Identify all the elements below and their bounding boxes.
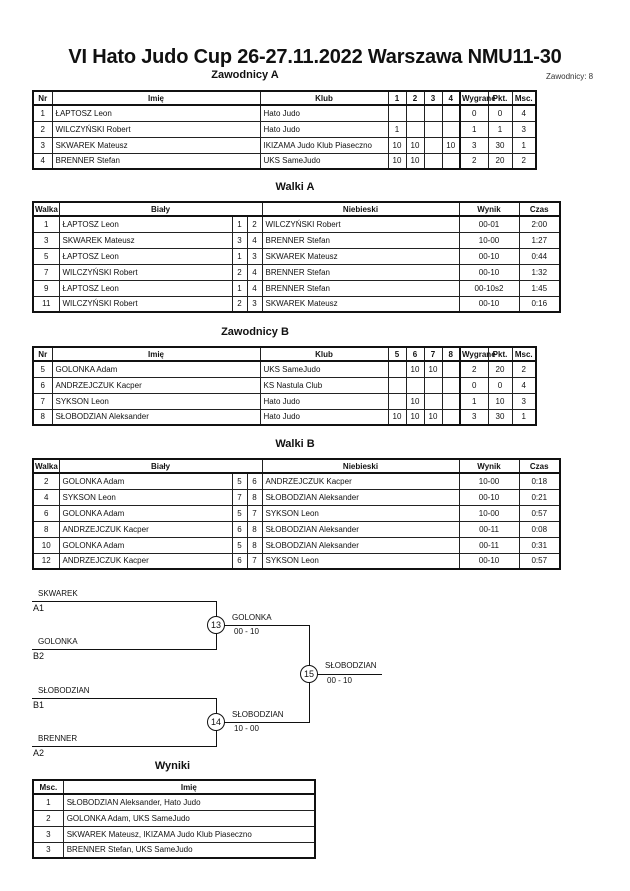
- cell-r2: 10: [406, 153, 424, 169]
- cell-czas: 0:44: [519, 248, 560, 264]
- cell-niebieski: SYKSON Leon: [262, 505, 459, 521]
- col-round-5: 5: [388, 347, 406, 361]
- cell-imie: GOLONKA Adam, UKS SameJudo: [63, 810, 315, 826]
- col-imie: Imię: [52, 91, 260, 105]
- table-row: [33, 216, 560, 232]
- cell-r2: [406, 121, 424, 137]
- cell-wynik: 00-10: [459, 296, 519, 312]
- cell-wynik: 00-10: [459, 248, 519, 264]
- cell-r1: 10: [388, 153, 406, 169]
- cell-klub: Hato Judo: [260, 121, 388, 137]
- cell-wygrane: 2: [460, 153, 488, 169]
- col-round-1: 1: [388, 91, 406, 105]
- cell-r2: [406, 377, 424, 393]
- cell-bialy: ANDRZEJCZUK Kacper: [59, 553, 232, 569]
- bracket-slot-1-seed: A1: [33, 603, 45, 613]
- fight-14-winner: SŁOBODZIAN: [232, 710, 284, 719]
- cell-niebieski-nr: 2: [247, 216, 262, 232]
- table-row: [33, 264, 560, 280]
- col-wynik: Wynik: [459, 202, 519, 216]
- cell-r1: [388, 393, 406, 409]
- col-pkt: Pkt.: [488, 91, 512, 105]
- cell-czas: 0:57: [519, 505, 560, 521]
- cell-r4: [442, 377, 460, 393]
- cell-wynik: 10-00: [459, 473, 519, 489]
- cell-czas: 0:08: [519, 521, 560, 537]
- cell-bialy: WILCZYŃSKI Robert: [59, 264, 232, 280]
- cell-r1: [388, 361, 406, 377]
- bracket-slot-2-name: GOLONKA: [38, 637, 78, 646]
- cell-wynik: 10-00: [459, 232, 519, 248]
- cell-r1: 1: [388, 121, 406, 137]
- cell-walka: 12: [33, 553, 59, 569]
- cell-r4: [442, 361, 460, 377]
- cell-imie: SKWAREK Mateusz, IKIZAMA Judo Klub Piaseczno: [63, 826, 315, 842]
- table-row: [33, 537, 560, 553]
- cell-niebieski-nr: 7: [247, 505, 262, 521]
- cell-czas: 2:00: [519, 216, 560, 232]
- cell-wynik: 00-01: [459, 216, 519, 232]
- cell-bialy: ANDRZEJCZUK Kacper: [59, 521, 232, 537]
- cell-niebieski: SŁOBODZIAN Aleksander: [262, 521, 459, 537]
- cell-klub: IKIZAMA Judo Klub Piaseczno: [260, 137, 388, 153]
- col-nr: Nr: [33, 91, 52, 105]
- cell-bialy: GOLONKA Adam: [59, 537, 232, 553]
- cell-r4: [442, 121, 460, 137]
- col-walka: Walka: [33, 459, 59, 473]
- cell-bialy-nr: 1: [232, 216, 247, 232]
- cell-bialy-nr: 3: [232, 232, 247, 248]
- cell-czas: 1:27: [519, 232, 560, 248]
- cell-wygrane: 0: [460, 105, 488, 121]
- cell-r4: [442, 409, 460, 425]
- cell-r3: [424, 137, 442, 153]
- cell-msc: 3: [512, 393, 536, 409]
- bracket-slot-3-name: SŁOBODZIAN: [38, 686, 90, 695]
- col-walka: Walka: [33, 202, 59, 216]
- cell-bialy-nr: 5: [232, 537, 247, 553]
- cell-czas: 0:18: [519, 473, 560, 489]
- cell-bialy-nr: 2: [232, 296, 247, 312]
- col-niebieski: Niebieski: [262, 459, 459, 473]
- table-row: [33, 105, 536, 121]
- cell-imie: SŁOBODZIAN Aleksander: [52, 409, 260, 425]
- pool-b-table: [32, 346, 537, 426]
- bracket-slot-1-name: SKWAREK: [38, 589, 78, 598]
- cell-r2: [406, 105, 424, 121]
- col-pkt: Pkt.: [488, 347, 512, 361]
- cell-r3: [424, 393, 442, 409]
- cell-nr: 3: [33, 137, 52, 153]
- table-row: [33, 232, 560, 248]
- cell-walka: 10: [33, 537, 59, 553]
- cell-niebieski: SKWAREK Mateusz: [262, 248, 459, 264]
- bracket-line: [32, 601, 217, 602]
- cell-bialy-nr: 1: [232, 248, 247, 264]
- cell-niebieski-nr: 4: [247, 232, 262, 248]
- bracket-line: [216, 625, 310, 626]
- cell-bialy-nr: 5: [232, 473, 247, 489]
- cell-walka: 8: [33, 521, 59, 537]
- cell-bialy-nr: 7: [232, 489, 247, 505]
- cell-walka: 9: [33, 280, 59, 296]
- bracket-line: [32, 746, 217, 747]
- cell-pkt: 30: [488, 409, 512, 425]
- pool-b-header-row: [33, 347, 536, 361]
- cell-klub: Hato Judo: [260, 393, 388, 409]
- col-wynik: Wynik: [459, 459, 519, 473]
- col-bialy: Biały: [59, 202, 262, 216]
- cell-bialy-nr: 6: [232, 553, 247, 569]
- page-title: VI Hato Judo Cup 26-27.11.2022 Warszawa NMU11-30: [68, 46, 562, 68]
- cell-niebieski-nr: 3: [247, 248, 262, 264]
- bracket-slot-4-name: BRENNER: [38, 734, 78, 743]
- cell-msc: 1: [512, 137, 536, 153]
- cell-msc: 3: [33, 826, 63, 842]
- table-row: [33, 489, 560, 505]
- cell-imie: SŁOBODZIAN Aleksander, Hato Judo: [63, 794, 315, 810]
- col-round-3: 3: [424, 91, 442, 105]
- cell-niebieski-nr: 8: [247, 537, 262, 553]
- cell-niebieski: BRENNER Stefan: [262, 232, 459, 248]
- fight-14-number: 14: [207, 713, 225, 731]
- cell-bialy-nr: 2: [232, 264, 247, 280]
- table-row: [33, 393, 536, 409]
- cell-bialy: ŁAPTOSZ Leon: [59, 280, 232, 296]
- cell-nr: 1: [33, 105, 52, 121]
- table-row: [33, 842, 315, 858]
- fight-15-score: 00 - 10: [327, 676, 352, 685]
- bracket-slot-2-seed: B2: [33, 651, 45, 661]
- cell-r3: [424, 377, 442, 393]
- wyniki-title: Wyniki: [154, 760, 191, 772]
- fight-15-number: 15: [300, 665, 318, 683]
- table-row: [33, 377, 536, 393]
- cell-wynik: 00-11: [459, 537, 519, 553]
- cell-pkt: 20: [488, 361, 512, 377]
- table-row: [33, 409, 536, 425]
- table-row: [33, 505, 560, 521]
- walki-a-header-row: [33, 202, 560, 216]
- cell-bialy-nr: 1: [232, 280, 247, 296]
- col-klub: Klub: [260, 347, 388, 361]
- cell-bialy-nr: 5: [232, 505, 247, 521]
- table-row: [33, 121, 536, 137]
- cell-walka: 4: [33, 489, 59, 505]
- cell-czas: 0:57: [519, 553, 560, 569]
- cell-wynik: 00-10s2: [459, 280, 519, 296]
- cell-wygrane: 3: [460, 137, 488, 153]
- cell-wynik: 00-11: [459, 521, 519, 537]
- cell-bialy: SYKSON Leon: [59, 489, 232, 505]
- cell-nr: 4: [33, 153, 52, 169]
- cell-r4: [442, 105, 460, 121]
- col-wygrane: Wygrane: [460, 347, 488, 361]
- col-msc: Msc.: [512, 347, 536, 361]
- cell-msc: 2: [512, 361, 536, 377]
- table-row: [33, 361, 536, 377]
- col-imie: Imię: [63, 780, 315, 794]
- cell-pkt: 1: [488, 121, 512, 137]
- table-row: [33, 137, 536, 153]
- cell-wynik: 00-10: [459, 553, 519, 569]
- cell-r2: 10: [406, 409, 424, 425]
- cell-klub: UKS SameJudo: [260, 153, 388, 169]
- cell-klub: Hato Judo: [260, 409, 388, 425]
- cell-r2: 10: [406, 393, 424, 409]
- cell-r1: [388, 105, 406, 121]
- cell-wygrane: 3: [460, 409, 488, 425]
- cell-r3: [424, 105, 442, 121]
- cell-niebieski-nr: 6: [247, 473, 262, 489]
- cell-r2: 10: [406, 137, 424, 153]
- cell-klub: UKS SameJudo: [260, 361, 388, 377]
- cell-niebieski-nr: 8: [247, 521, 262, 537]
- bracket-line: [32, 649, 217, 650]
- cell-walka: 1: [33, 216, 59, 232]
- wyniki-table: [32, 779, 316, 859]
- cell-niebieski: BRENNER Stefan: [262, 280, 459, 296]
- cell-bialy-nr: 6: [232, 521, 247, 537]
- cell-czas: 0:31: [519, 537, 560, 553]
- col-wygrane: Wygrane: [460, 91, 488, 105]
- cell-nr: 5: [33, 361, 52, 377]
- cell-walka: 2: [33, 473, 59, 489]
- cell-pkt: 0: [488, 377, 512, 393]
- bracket-slot-3-seed: B1: [33, 700, 45, 710]
- fight-15-winner: SŁOBODZIAN: [325, 661, 377, 670]
- pool-a-title: Zawodnicy A: [211, 69, 279, 81]
- cell-walka: 5: [33, 248, 59, 264]
- cell-r3: 10: [424, 409, 442, 425]
- cell-bialy: GOLONKA Adam: [59, 473, 232, 489]
- cell-walka: 3: [33, 232, 59, 248]
- walki-b-table: [32, 458, 561, 570]
- bracket-line: [216, 722, 310, 723]
- cell-bialy: WILCZYŃSKI Robert: [59, 296, 232, 312]
- cell-niebieski: WILCZYŃSKI Robert: [262, 216, 459, 232]
- cell-niebieski: SŁOBODZIAN Aleksander: [262, 489, 459, 505]
- col-bialy: Biały: [59, 459, 262, 473]
- wyniki-header-row: [33, 780, 315, 794]
- cell-niebieski: SKWAREK Mateusz: [262, 296, 459, 312]
- walki-b-title: Walki B: [275, 438, 315, 450]
- cell-imie: ANDRZEJCZUK Kacper: [52, 377, 260, 393]
- cell-msc: 2: [512, 153, 536, 169]
- fight-13-winner: GOLONKA: [232, 613, 272, 622]
- table-row: [33, 826, 315, 842]
- cell-niebieski: BRENNER Stefan: [262, 264, 459, 280]
- cell-r4: [442, 153, 460, 169]
- cell-msc: 4: [512, 377, 536, 393]
- col-czas: Czas: [519, 202, 560, 216]
- col-msc: Msc.: [512, 91, 536, 105]
- col-msc: Msc.: [33, 780, 63, 794]
- col-imie: Imię: [52, 347, 260, 361]
- cell-wygrane: 2: [460, 361, 488, 377]
- cell-czas: 1:45: [519, 280, 560, 296]
- fight-14-score: 10 - 00: [234, 724, 259, 733]
- col-czas: Czas: [519, 459, 560, 473]
- cell-niebieski-nr: 4: [247, 264, 262, 280]
- cell-wynik: 10-00: [459, 505, 519, 521]
- cell-r4: [442, 393, 460, 409]
- cell-czas: 1:32: [519, 264, 560, 280]
- cell-klub: KS Nastula Club: [260, 377, 388, 393]
- table-row: [33, 810, 315, 826]
- cell-msc: 1: [33, 794, 63, 810]
- cell-nr: 8: [33, 409, 52, 425]
- cell-msc: 4: [512, 105, 536, 121]
- bracket-line: [32, 698, 217, 699]
- cell-niebieski-nr: 8: [247, 489, 262, 505]
- cell-nr: 6: [33, 377, 52, 393]
- cell-walka: 7: [33, 264, 59, 280]
- table-row: [33, 280, 560, 296]
- cell-imie: BRENNER Stefan, UKS SameJudo: [63, 842, 315, 858]
- cell-niebieski: SYKSON Leon: [262, 553, 459, 569]
- cell-r3: [424, 153, 442, 169]
- cell-imie: GOLONKA Adam: [52, 361, 260, 377]
- pool-a-header-row: [33, 91, 536, 105]
- cell-walka: 11: [33, 296, 59, 312]
- competitor-count: Zawodnicy: 8: [546, 72, 594, 81]
- cell-klub: Hato Judo: [260, 105, 388, 121]
- cell-r1: 10: [388, 409, 406, 425]
- cell-wygrane: 1: [460, 121, 488, 137]
- cell-msc: 3: [512, 121, 536, 137]
- cell-walka: 6: [33, 505, 59, 521]
- cell-czas: 0:16: [519, 296, 560, 312]
- col-round-6: 6: [406, 347, 424, 361]
- cell-bialy: ŁAPTOSZ Leon: [59, 216, 232, 232]
- cell-r4: 10: [442, 137, 460, 153]
- bracket-line: [309, 674, 382, 675]
- cell-bialy: SKWAREK Mateusz: [59, 232, 232, 248]
- cell-msc: 1: [512, 409, 536, 425]
- pool-a-table: [32, 90, 537, 170]
- table-row: [33, 553, 560, 569]
- cell-r1: 10: [388, 137, 406, 153]
- cell-imie: SYKSON Leon: [52, 393, 260, 409]
- cell-msc: 3: [33, 842, 63, 858]
- cell-niebieski-nr: 7: [247, 553, 262, 569]
- col-nr: Nr: [33, 347, 52, 361]
- col-round-7: 7: [424, 347, 442, 361]
- table-row: [33, 153, 536, 169]
- cell-nr: 7: [33, 393, 52, 409]
- cell-imie: BRENNER Stefan: [52, 153, 260, 169]
- fight-13-score: 00 - 10: [234, 627, 259, 636]
- table-row: [33, 521, 560, 537]
- cell-r2: 10: [406, 361, 424, 377]
- cell-niebieski: ANDRZEJCZUK Kacper: [262, 473, 459, 489]
- col-niebieski: Niebieski: [262, 202, 459, 216]
- table-row: [33, 296, 560, 312]
- cell-wynik: 00-10: [459, 264, 519, 280]
- walki-a-title: Walki A: [275, 181, 315, 193]
- walki-a-table: [32, 201, 561, 313]
- cell-wygrane: 0: [460, 377, 488, 393]
- cell-msc: 2: [33, 810, 63, 826]
- cell-czas: 0:21: [519, 489, 560, 505]
- bracket-slot-4-seed: A2: [33, 748, 45, 758]
- table-row: [33, 248, 560, 264]
- cell-niebieski-nr: 4: [247, 280, 262, 296]
- walki-b-header-row: [33, 459, 560, 473]
- cell-pkt: 10: [488, 393, 512, 409]
- cell-r1: [388, 377, 406, 393]
- cell-niebieski: SŁOBODZIAN Aleksander: [262, 537, 459, 553]
- cell-pkt: 0: [488, 105, 512, 121]
- pool-b-title: Zawodnicy B: [221, 326, 289, 338]
- cell-pkt: 20: [488, 153, 512, 169]
- cell-nr: 2: [33, 121, 52, 137]
- cell-pkt: 30: [488, 137, 512, 153]
- cell-imie: WILCZYŃSKI Robert: [52, 121, 260, 137]
- table-row: [33, 794, 315, 810]
- cell-wynik: 00-10: [459, 489, 519, 505]
- cell-niebieski-nr: 3: [247, 296, 262, 312]
- cell-wygrane: 1: [460, 393, 488, 409]
- cell-imie: ŁAPTOSZ Leon: [52, 105, 260, 121]
- cell-bialy: GOLONKA Adam: [59, 505, 232, 521]
- col-round-4: 4: [442, 91, 460, 105]
- col-klub: Klub: [260, 91, 388, 105]
- cell-r3: [424, 121, 442, 137]
- cell-imie: SKWAREK Mateusz: [52, 137, 260, 153]
- fight-13-number: 13: [207, 616, 225, 634]
- col-round-2: 2: [406, 91, 424, 105]
- cell-r3: 10: [424, 361, 442, 377]
- col-round-8: 8: [442, 347, 460, 361]
- cell-bialy: ŁAPTOSZ Leon: [59, 248, 232, 264]
- table-row: [33, 473, 560, 489]
